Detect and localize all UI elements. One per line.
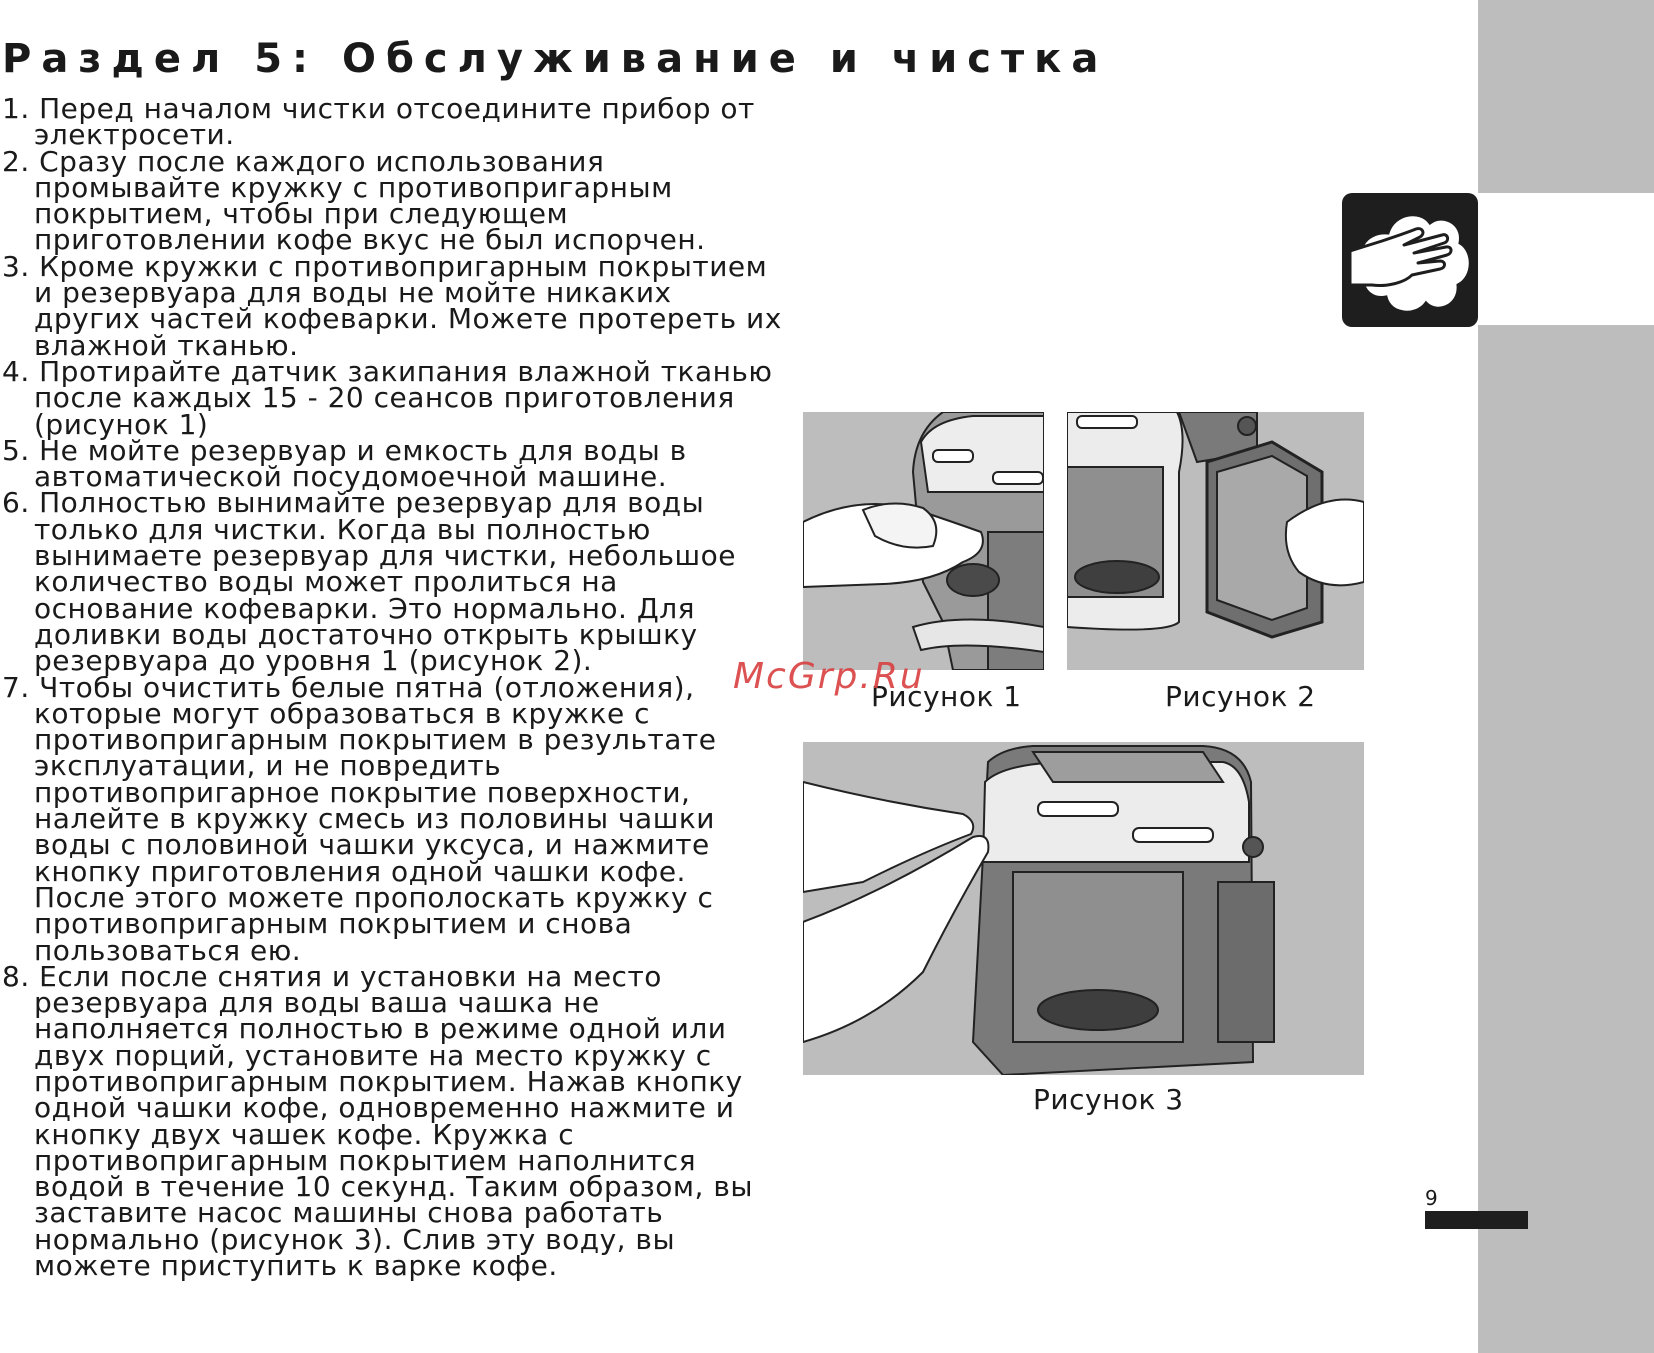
list-item: 3. Кроме кружки с противопригарным покрытием и резервуара для воды не мойте никаких других частей кофеварки. Можете протереть их влажной тканью. [2, 249, 782, 362]
sidebar-strip-top [1478, 0, 1654, 193]
list-item: 8. Если после снятия и установки на место резервуара для воды ваша чашка не наполняется полностью в режиме одной или двух порций, установите на место кружку с противопригарным покрытием. Нажав кнопку одной чашки кофе, одновременно нажмите и кнопку двух чашек кофе. Кружка с противопригарным покрытием наполнится водой в течение 10 секунд. Таким образом, вы заставите насос машины снова работать нормально (рисунок 3). Слив эту воду, вы можете приступить к варке кофе. [2, 959, 753, 1283]
list-item: 5. Не мойте резервуар и емкость для воды в автоматической посудомоечной машине. [2, 433, 687, 494]
figure-1-illustration [803, 412, 1044, 670]
list-item: 7. Чтобы очистить белые пятна (отложения), которые могут образоваться в кружке с противопригарным покрытием в результате эксплуатации, и не повредить противопригарное покрытие поверхности, налейте в кружку смесь из половины чашки воды с половиной чашки уксуса, и нажмите кнопку приготовления одной чашки кофе. После этого можете прополоскать кружку с противопригарным покрытием и снова пользоваться ею. [2, 670, 717, 967]
list-item: 6. Полностью вынимайте резервуар для воды только для чистки. Когда вы полностью вынимаете резервуар для чистки, небольшое количество воды может пролиться на основание кофеварки. Это нормально. Для доливки воды достаточно открыть крышку резервуара до уровня 1 (рисунок 2). [2, 486, 737, 678]
instruction-list [2, 92, 782, 1283]
page-number-bar [1425, 1211, 1528, 1229]
figure-3-illustration [803, 742, 1364, 1075]
list-item: 4. Протирайте датчик закипания влажной тканью после каждых 15 - 20 сеансов приготовления (рисунок 1) [2, 354, 773, 441]
watermark: McGrp.Ru [733, 656, 925, 697]
figure-1-caption: Рисунок 1 [871, 680, 1022, 713]
page-number: 9 [1425, 1186, 1438, 1210]
list-item: 1. Перед началом чистки отсоедините прибор от электросети. [2, 92, 755, 152]
sidebar-strip-bottom [1478, 325, 1654, 1353]
section-title: Раздел 5: Обслуживание и чистка [2, 36, 1109, 82]
list-item: 2. Сразу после каждого использования промывайте кружку с противопригарным покрытием, чтобы при следующем приготовлении кофе вкус не был испорчен. [2, 144, 706, 257]
hand-cloth-icon [1342, 193, 1478, 327]
figure-2-illustration [1067, 412, 1364, 670]
figure-2-caption: Рисунок 2 [1165, 680, 1316, 713]
figure-3-caption: Рисунок 3 [1033, 1083, 1184, 1116]
